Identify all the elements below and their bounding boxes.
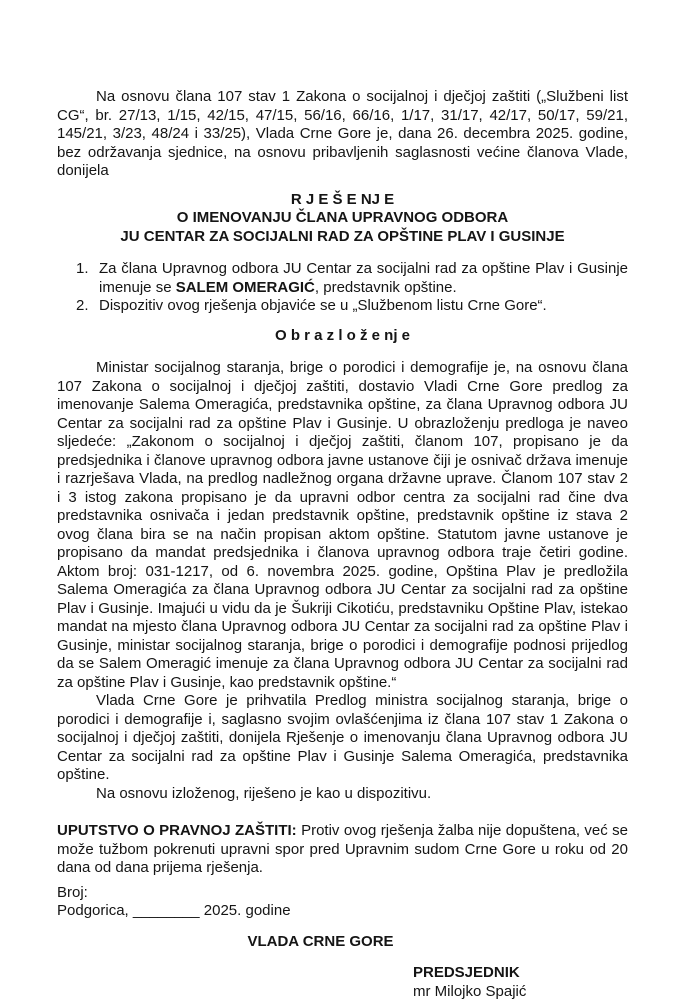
document-title: R J E Š E NJ E: [57, 191, 628, 210]
signature-block: [413, 964, 628, 1001]
reference-block: [57, 884, 628, 921]
item-text-after: , predstavnik opštine.: [315, 279, 457, 296]
item-number: 1.: [76, 260, 89, 279]
item-text: Za člana Upravnog odbora JU Centar za socijalni rad za opštine Plav i Gusinje imenuje se: [99, 260, 628, 296]
legal-notice-paragraph: [57, 822, 628, 878]
document-subtitle-line1: O IMENOVANJU ČLANA UPRAVNOG ODBORA: [57, 209, 628, 228]
decision-item-2: [76, 297, 628, 316]
item-text: Dispozitiv ovog rješenja objaviće se u „Službenom listu Crne Gore“.: [99, 297, 547, 314]
issuer-name: VLADA CRNE GORE: [57, 933, 584, 952]
explanation-paragraph-2: Vlada Crne Gore je prihvatila Predlog ministra socijalnog staranja, brige o porodici i demografije i, saglasno svojim ovlašćenjima iz člana 107 stav 1 Zakona o socijalnoj i dječjoj zaštiti, donijela Rješenje o imenovanju člana Upravnog odbora JU Centar za socijalni rad za opštine Plav i Gusinje Salema Omeragića, predstavnika opštine.: [57, 692, 628, 785]
reference-number-label: Broj:: [57, 884, 628, 903]
section-heading-obrazlozenje: O b r a z l o ž e nj e: [57, 327, 628, 346]
place-and-date-line: Podgorica, ________ 2025. godine: [57, 902, 628, 921]
appointee-name: SALEM OMERAGIĆ: [176, 279, 315, 296]
intro-paragraph: Na osnovu člana 107 stav 1 Zakona o socijalnoj i dječjoj zaštiti („Službeni list CG“, br. 27/13, 1/15, 42/15, 47/15, 56/16, 66/16, 1/17, 31/17, 42/17, 50/17, 59/21, 145/21, 3/23, 48/24 i 33/25), Vlada Crne Gore je, dana 26. decembra 2025. godine, bez održavanja sjednice, na osnovu pribavljenih saglasnosti većine članova Vlade, donijela: [57, 88, 628, 181]
legal-notice-text: Protiv ovog rješenja žalba nije dopuštena, već se može tužbom pokrenuti upravni spor pred Upravnim sudom Crne Gore u roku od 20 dana od dana prijema rješenja.: [57, 822, 628, 876]
document-subtitle-line2: JU CENTAR ZA SOCIJALNI RAD ZA OPŠTINE PLAV I GUSINJE: [57, 228, 628, 247]
item-number: 2.: [76, 297, 89, 316]
signatory-name: mr Milojko Spajić: [413, 983, 628, 1001]
legal-notice-label: UPUTSTVO O PRAVNOJ ZAŠTITI:: [57, 822, 297, 839]
decision-item-1: [76, 260, 628, 297]
title-block: [57, 191, 628, 247]
explanation-paragraph-1: Ministar socijalnog staranja, brige o porodici i demografije je, na osnovu člana 107 Zakona o socijalnoj i dječjoj zaštiti, dostavio Vladi Crne Gore predlog za imenovanje Salema Omeragića, predstavnika opštine, za člana Upravnog odbora JU Centar za socijalni rad za opštine Plav i Gusinje. U obrazloženju predloga je naveo sljedeće: „Zakonom o socijalnoj i dječjoj zaštiti, članom 107, propisano je da predsjednika i članove upravnog odbora javne ustanove čiji je osnivač država imenuje i razrješava Vlada, na predlog nadležnog organa državne uprave. Članom 107 stav 2 i 3 istog zakona propisano je da upravni odbor centra za socijalni rad čine dva predstavnika osnivača i jedan predstavnik opštine, predstavnik opštine iz stava 2 ovog člana bira se na način propisan aktom opštine. Statutom javne ustanove je propisano da mandat predsjednika i članova upravnog odbora traje četiri godine. Aktom broj: 031-1217, od 6. novembra 2025. godine, Opština Plav je predložila Salema Omeragića za člana Upravnog odbora JU Centar za socijalni rad za opštine Plav i Gusinje. Imajući u vidu da je Šukriji Cikotiću, predstavniku Opštine Plav, istekao mandat na mjesto člana Upravnog odbora JU Centar za socijalni rad za opštine Plav i Gusinje, ministar socijalnog staranja, brige o porodici i demografije podnosi prijedlog da se Salem Omeragić imenuje za člana Upravnog odbora JU Centar za socijalni rad za opštine Plav i Gusinje, kao predstavnik opštine.“: [57, 359, 628, 692]
signatory-title: PREDSJEDNIK: [413, 964, 628, 983]
decision-items: [76, 260, 628, 316]
explanation-paragraph-3: Na osnovu izloženog, riješeno je kao u dispozitivu.: [57, 785, 628, 804]
